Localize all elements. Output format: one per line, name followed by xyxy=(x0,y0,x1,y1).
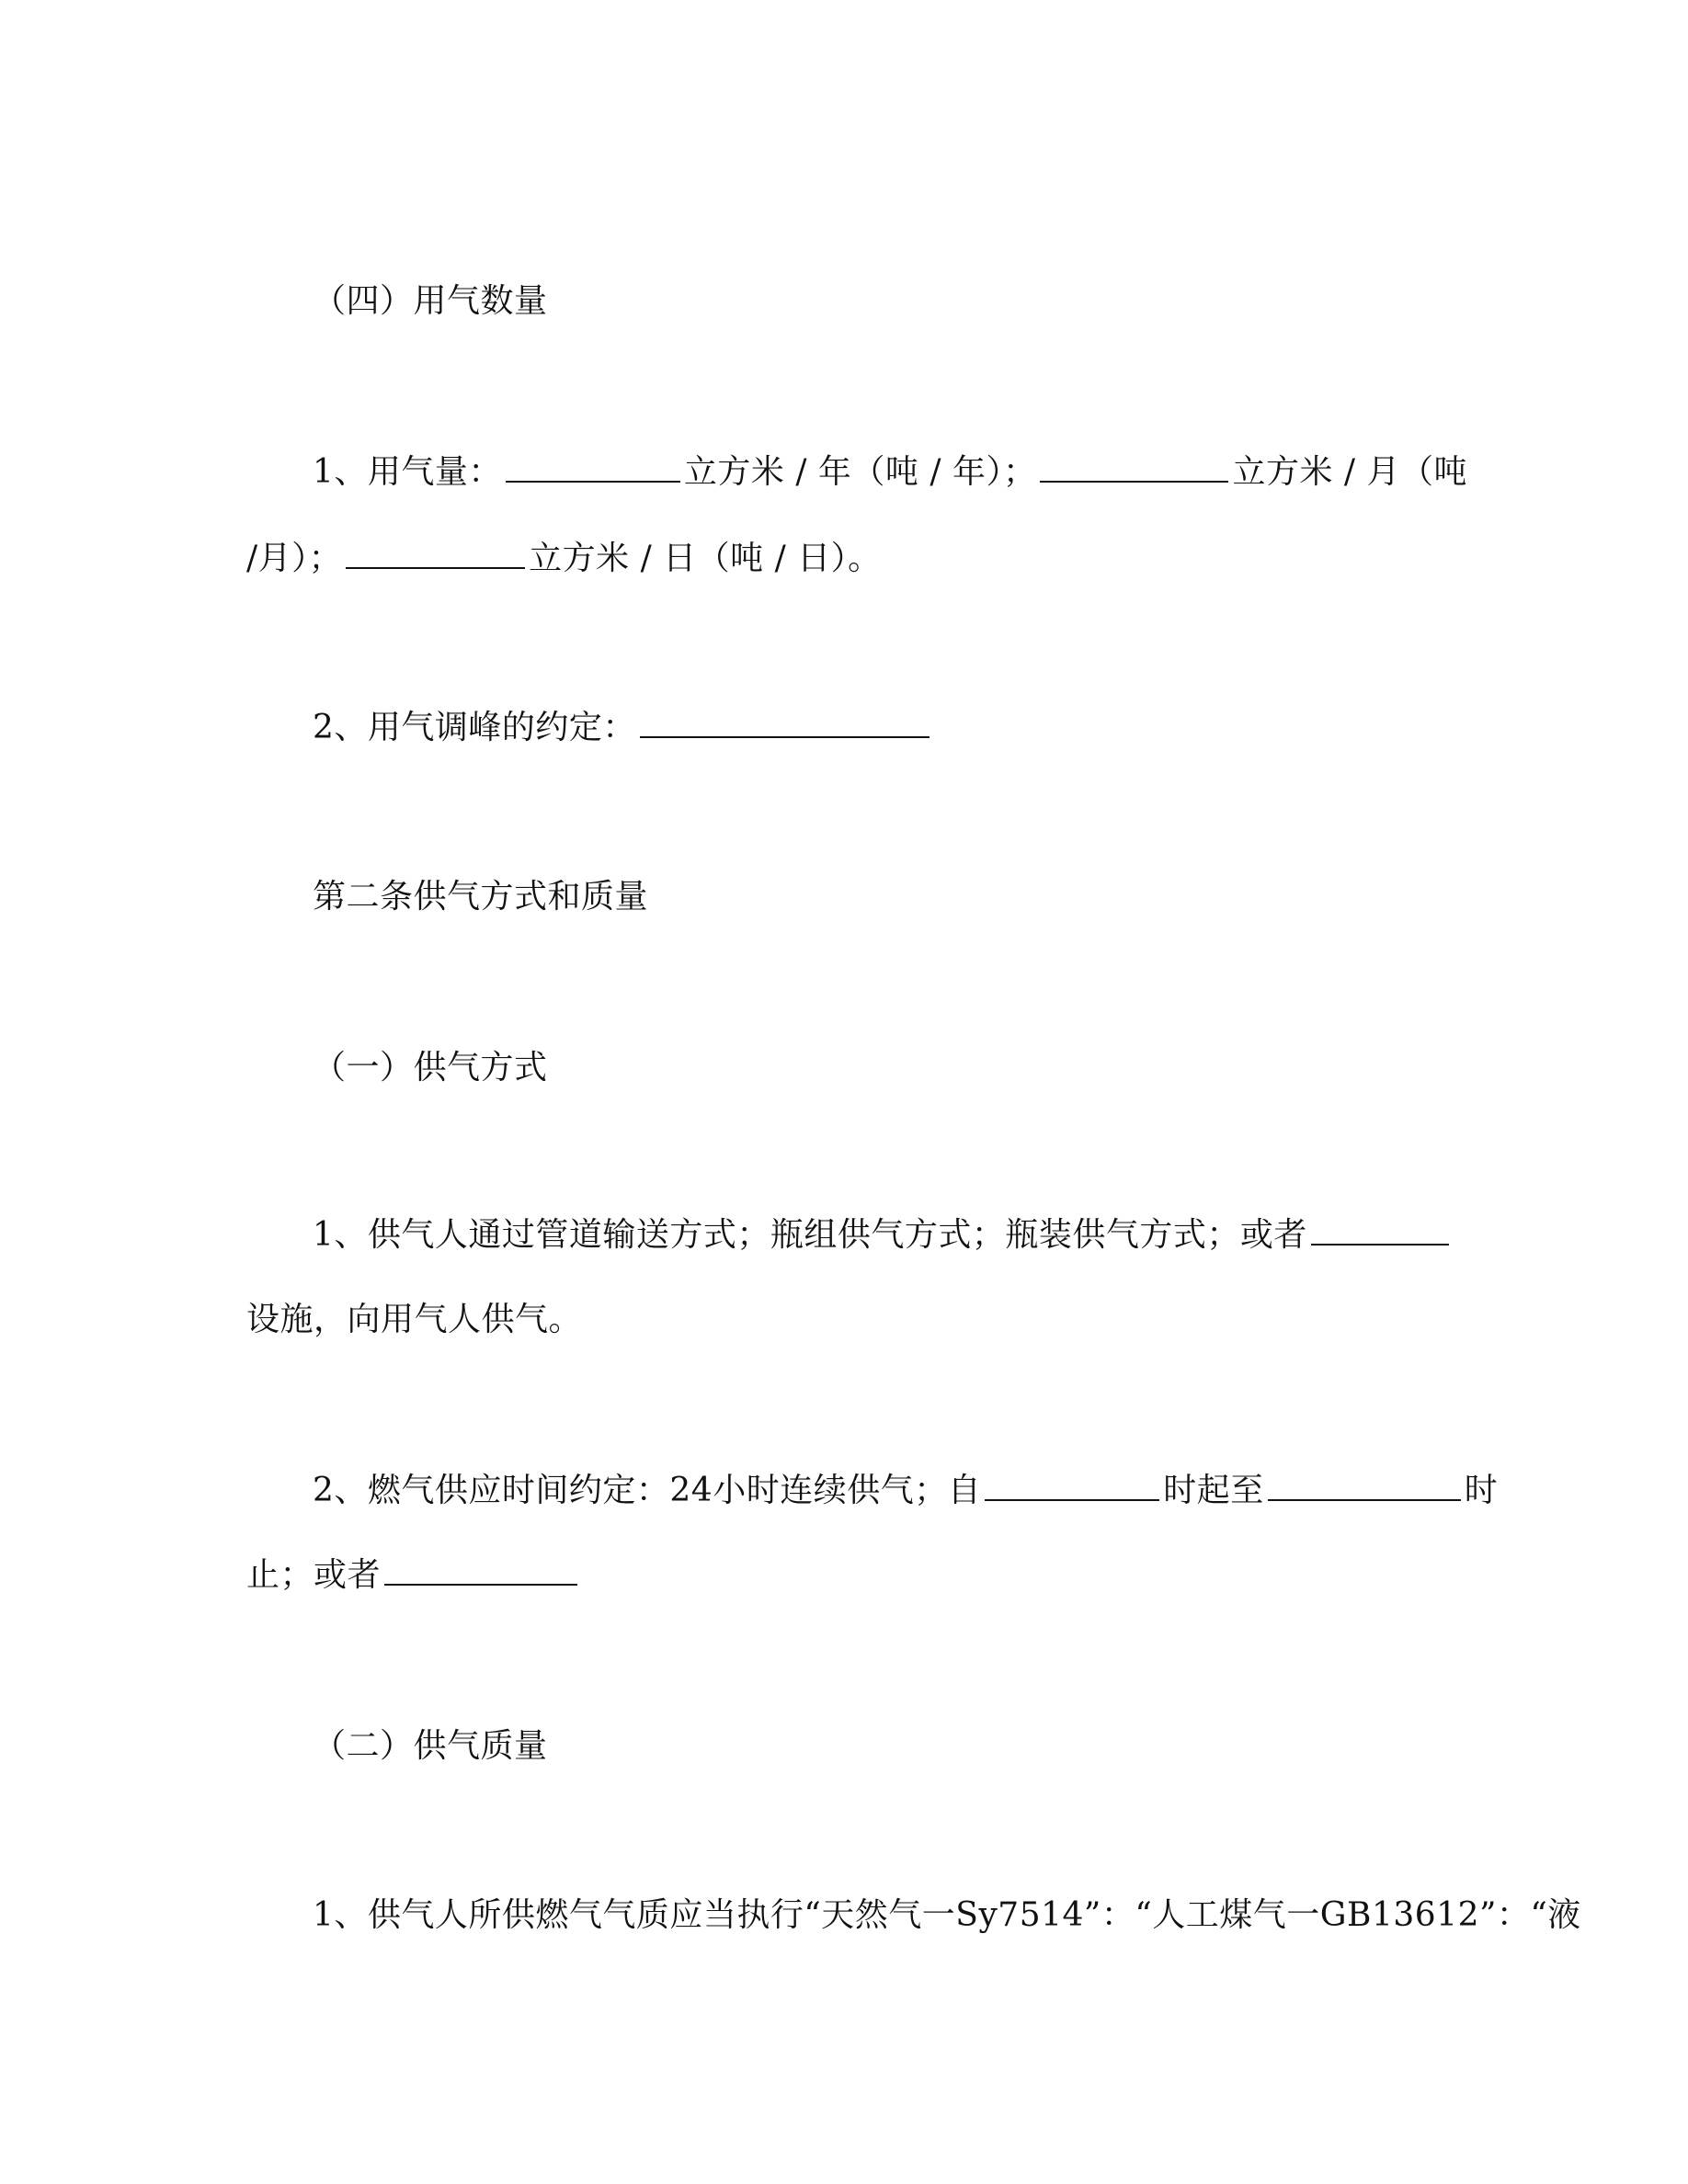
yearly-unit-text: 立方米 / 年（吨 / 年）； xyxy=(683,453,1037,491)
blank-peak-shaving[interactable] xyxy=(640,709,930,738)
blank-start-hour[interactable] xyxy=(985,1472,1159,1501)
article-heading-text: 第二条供气方式和质量 xyxy=(313,878,649,916)
paragraph-supply-method-line-2 xyxy=(246,1300,582,1340)
supply-method-text: 1、供气人通过管道输送方式；瓶组供气方式；瓶装供气方式；或者 xyxy=(313,1216,1307,1254)
section-heading-usage-quantity xyxy=(313,281,548,322)
section-heading-text: （四）用气数量 xyxy=(313,282,548,320)
gas-quality-text: 1、供气人所供燃气气质应当执行“天然气一Sy7514”：“人工煤气一GB13612”：“液 xyxy=(313,1896,1581,1934)
paragraph-usage-amount-line-1 xyxy=(313,452,1467,493)
article-heading-supply xyxy=(313,877,648,917)
blank-other-facility[interactable] xyxy=(1311,1216,1449,1246)
supply-time-tail-text: 止；或者 xyxy=(246,1556,382,1594)
paragraph-supply-time-line-2 xyxy=(246,1555,581,1596)
blank-yearly-volume[interactable] xyxy=(506,453,680,483)
paragraph-gas-quality xyxy=(313,1895,1581,1936)
paragraph-usage-amount-line-2 xyxy=(246,539,882,579)
peak-shaving-label: 2、用气调峰的约定： xyxy=(313,709,636,746)
daily-unit-text: 立方米 / 日（吨 / 日）。 xyxy=(529,540,882,577)
monthly-unit-text: 立方米 / 月（吨 xyxy=(1232,453,1467,491)
supply-time-hour-text: 时 xyxy=(1464,1472,1499,1509)
paragraph-supply-time-line-1 xyxy=(313,1471,1498,1511)
supply-time-middle-text: 时起至 xyxy=(1163,1472,1264,1509)
monthly-unit-tail-text: /月）； xyxy=(246,540,343,577)
paragraph-peak-shaving xyxy=(313,708,933,748)
blank-daily-volume[interactable] xyxy=(346,540,525,569)
supply-time-text: 2、燃气供应时间约定：24小时连续供气；自 xyxy=(313,1472,982,1509)
subsection-heading-supply-quality xyxy=(313,1726,548,1767)
blank-end-hour[interactable] xyxy=(1268,1472,1461,1501)
supply-method-tail-text: 设施，向用气人供气。 xyxy=(246,1301,583,1338)
subsection-heading-text: （二）供气质量 xyxy=(313,1727,548,1765)
paragraph-supply-method-line-1 xyxy=(313,1215,1453,1256)
subsection-heading-supply-method xyxy=(313,1048,548,1088)
blank-monthly-volume[interactable] xyxy=(1040,453,1228,483)
usage-amount-label: 1、用气量： xyxy=(313,453,502,491)
subsection-heading-text: （一）供气方式 xyxy=(313,1049,548,1086)
blank-other-time[interactable] xyxy=(384,1556,577,1586)
